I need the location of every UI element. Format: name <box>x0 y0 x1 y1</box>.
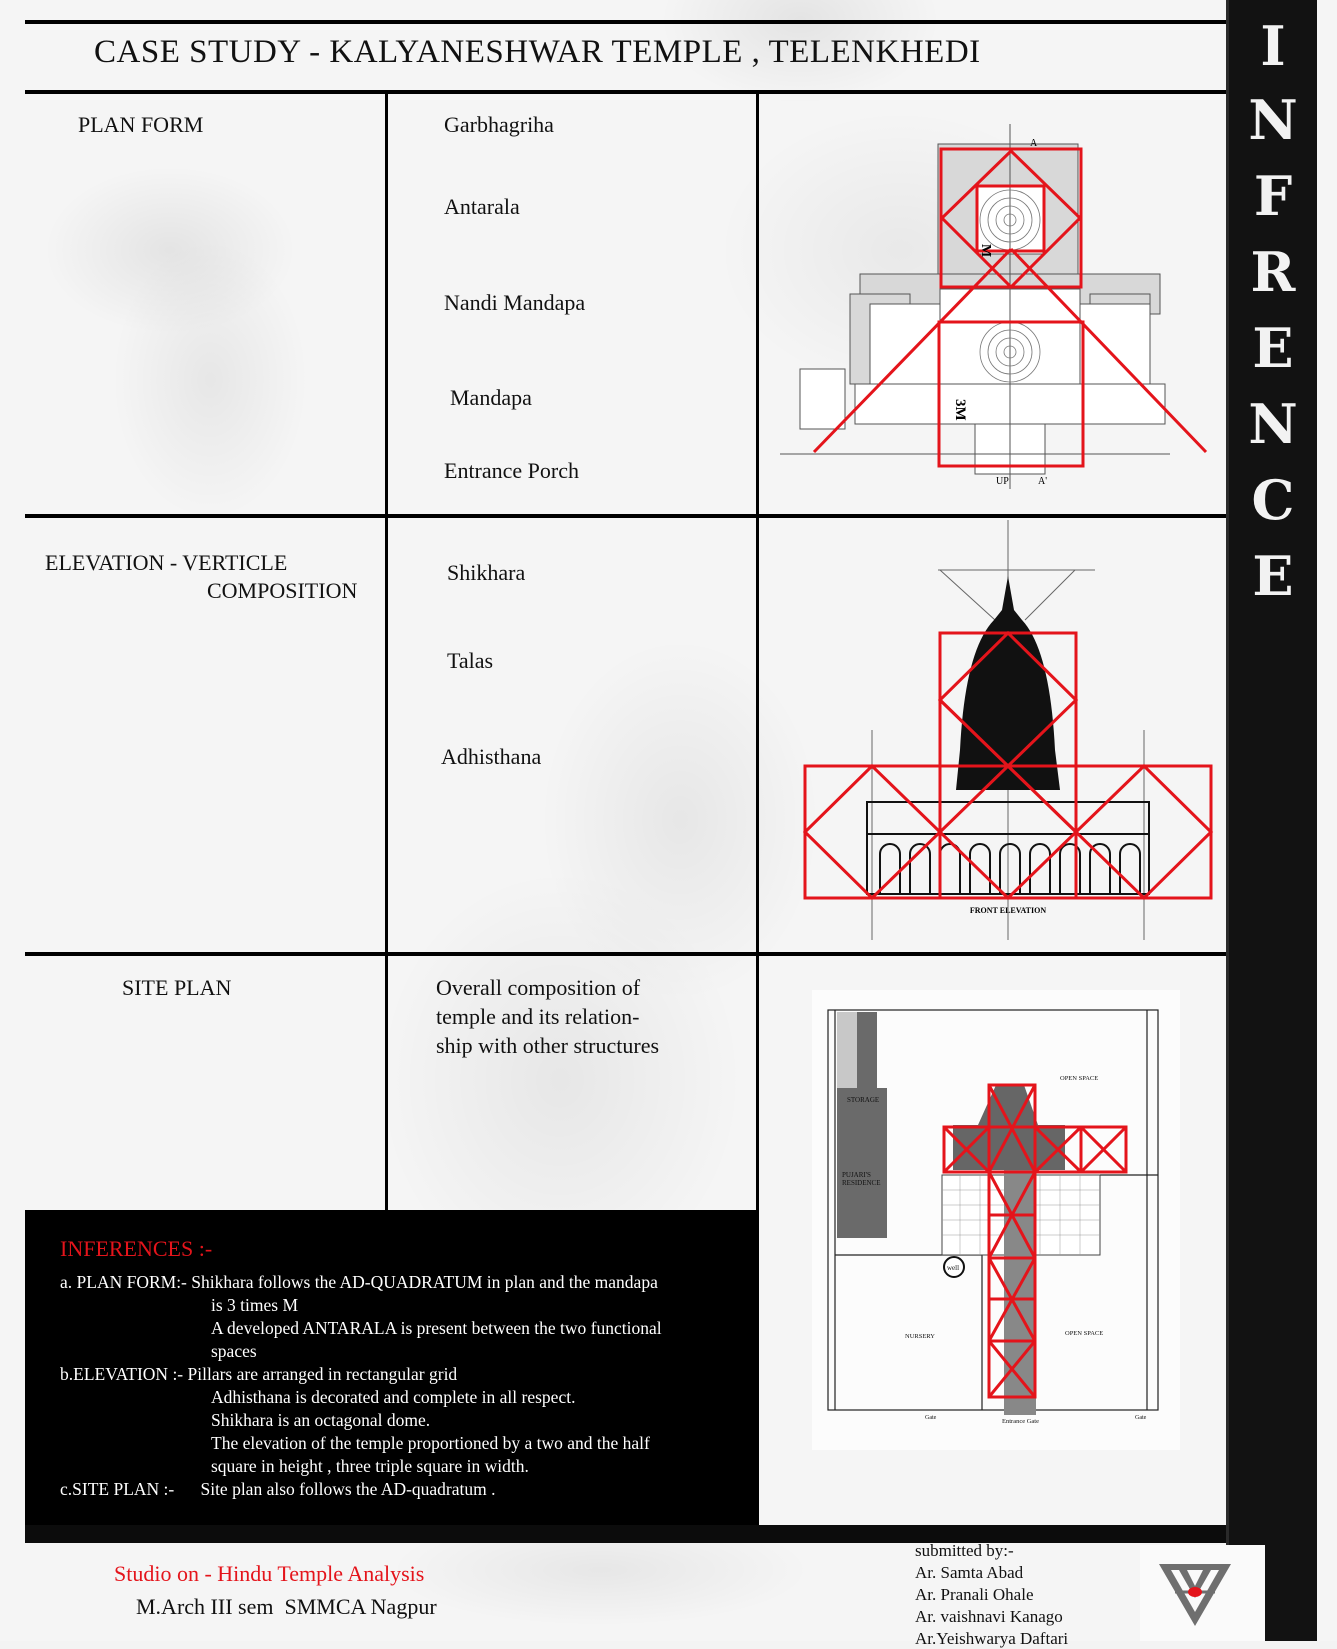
submitter-name: Ar. vaishnavi Kanago <box>915 1607 1063 1626</box>
plan-label-up: UP <box>996 476 1009 487</box>
inference-line: a. PLAN FORM:- Shikhara follows the AD-QUADRATUM in plan and the mandapa <box>60 1272 658 1292</box>
plan-label-m: M <box>978 244 993 258</box>
banner-letter: I <box>1260 14 1286 78</box>
site-label-well: well <box>947 1264 960 1272</box>
site-label-entrance-gate: Entrance Gate <box>1002 1418 1039 1425</box>
section-label-site-plan: SITE PLAN <box>122 975 232 1000</box>
site-label-nursery: NURSERY <box>905 1333 935 1340</box>
banner-letter: E <box>1252 544 1294 608</box>
institution-logo-icon <box>1155 1560 1235 1630</box>
site-label-gate-left: Gate <box>925 1415 937 1421</box>
site-description-line1: Overall composition of <box>436 975 641 1000</box>
inference-line: Adhisthana is decorated and complete in all respect. <box>211 1387 576 1407</box>
submitter-name: Ar.Yeishwarya Daftari <box>915 1629 1069 1648</box>
page-title: CASE STUDY - KALYANESHWAR TEMPLE , TELENKHEDI <box>94 34 981 70</box>
site-label-gate-right: Gate <box>1135 1415 1147 1421</box>
row1-bottom-border <box>25 514 1235 518</box>
submitted-by-label: submitted by:- <box>915 1541 1014 1560</box>
inferences-panel <box>25 1212 757 1525</box>
col1-divider <box>385 94 388 1212</box>
inference-line: b.ELEVATION :- Pillars are arranged in rectangular grid <box>60 1364 458 1384</box>
plan-label-3m: 3M <box>952 399 968 421</box>
section-label-elevation: ELEVATION - VERTICLE <box>45 550 288 575</box>
inference-line: Shikhara is an octagonal dome. <box>211 1410 431 1430</box>
section-label-composition: COMPOSITION <box>207 578 358 603</box>
plan-item-entrance-porch: Entrance Porch <box>444 458 579 483</box>
inference-line: spaces <box>211 1341 257 1361</box>
plan-item-mandapa: Mandapa <box>450 385 532 410</box>
row2-bottom-border <box>25 952 1235 956</box>
elevation-item-shikhara: Shikhara <box>447 560 526 585</box>
plan-label-a-prime: A' <box>1038 476 1048 487</box>
banner-letter: R <box>1250 240 1296 304</box>
elevation-drawing <box>760 520 1220 940</box>
footer-course: M.Arch III sem SMMCA Nagpur <box>136 1594 437 1619</box>
inference-line: A developed ANTARALA is present between the two functional <box>211 1318 662 1338</box>
footer-studio-title: Studio on - Hindu Temple Analysis <box>114 1561 425 1586</box>
plan-drawing <box>760 94 1220 512</box>
top-border <box>25 20 1226 24</box>
banner-letter: C <box>1251 468 1295 532</box>
elevation-item-adhisthana: Adhisthana <box>441 744 542 769</box>
banner-letter: E <box>1252 316 1294 380</box>
site-description-line2: temple and its relation- <box>436 1004 640 1029</box>
plan-item-antarala: Antarala <box>444 194 520 219</box>
elevation-item-talas: Talas <box>447 648 494 673</box>
site-label-residence: RESIDENCE <box>842 1179 881 1187</box>
submitter-name: Ar. Pranali Ohale <box>915 1585 1034 1604</box>
inferences-heading: INFERENCES :- <box>60 1236 213 1261</box>
banner-letter: N <box>1248 88 1298 152</box>
inference-line: The elevation of the temple proportioned by a two and the half <box>211 1433 650 1453</box>
banner-letter: N <box>1248 392 1298 456</box>
site-label-open-space-bottom: OPEN SPACE <box>1065 1330 1104 1337</box>
site-label-pujari: PUJARI'S <box>842 1171 871 1179</box>
front-elevation-caption: FRONT ELEVATION <box>969 906 1047 915</box>
site-plan-drawing <box>760 985 1180 1455</box>
plan-item-garbhagriha: Garbhagriha <box>444 112 554 137</box>
banner-letter: F <box>1253 164 1293 228</box>
plan-item-nandi-mandapa: Nandi Mandapa <box>444 290 586 315</box>
section-label-plan-form: PLAN FORM <box>78 112 204 137</box>
footer-divider <box>25 1525 1226 1543</box>
inference-line: is 3 times M <box>211 1295 299 1315</box>
shikhara-silhouette <box>956 576 1060 790</box>
inference-line: square in height , three triple square in width. <box>211 1456 529 1476</box>
site-label-storage: STORAGE <box>847 1096 880 1104</box>
inference-line: c.SITE PLAN :- Site plan also follows the AD-quadratum . <box>60 1479 496 1499</box>
inference-side-banner <box>1226 0 1317 1641</box>
plan-label-a: A <box>1030 138 1038 149</box>
site-label-open-space-top: OPEN SPACE <box>1060 1075 1099 1082</box>
submitter-name: Ar. Samta Abad <box>915 1563 1024 1582</box>
site-description-line3: ship with other structures <box>436 1033 660 1058</box>
